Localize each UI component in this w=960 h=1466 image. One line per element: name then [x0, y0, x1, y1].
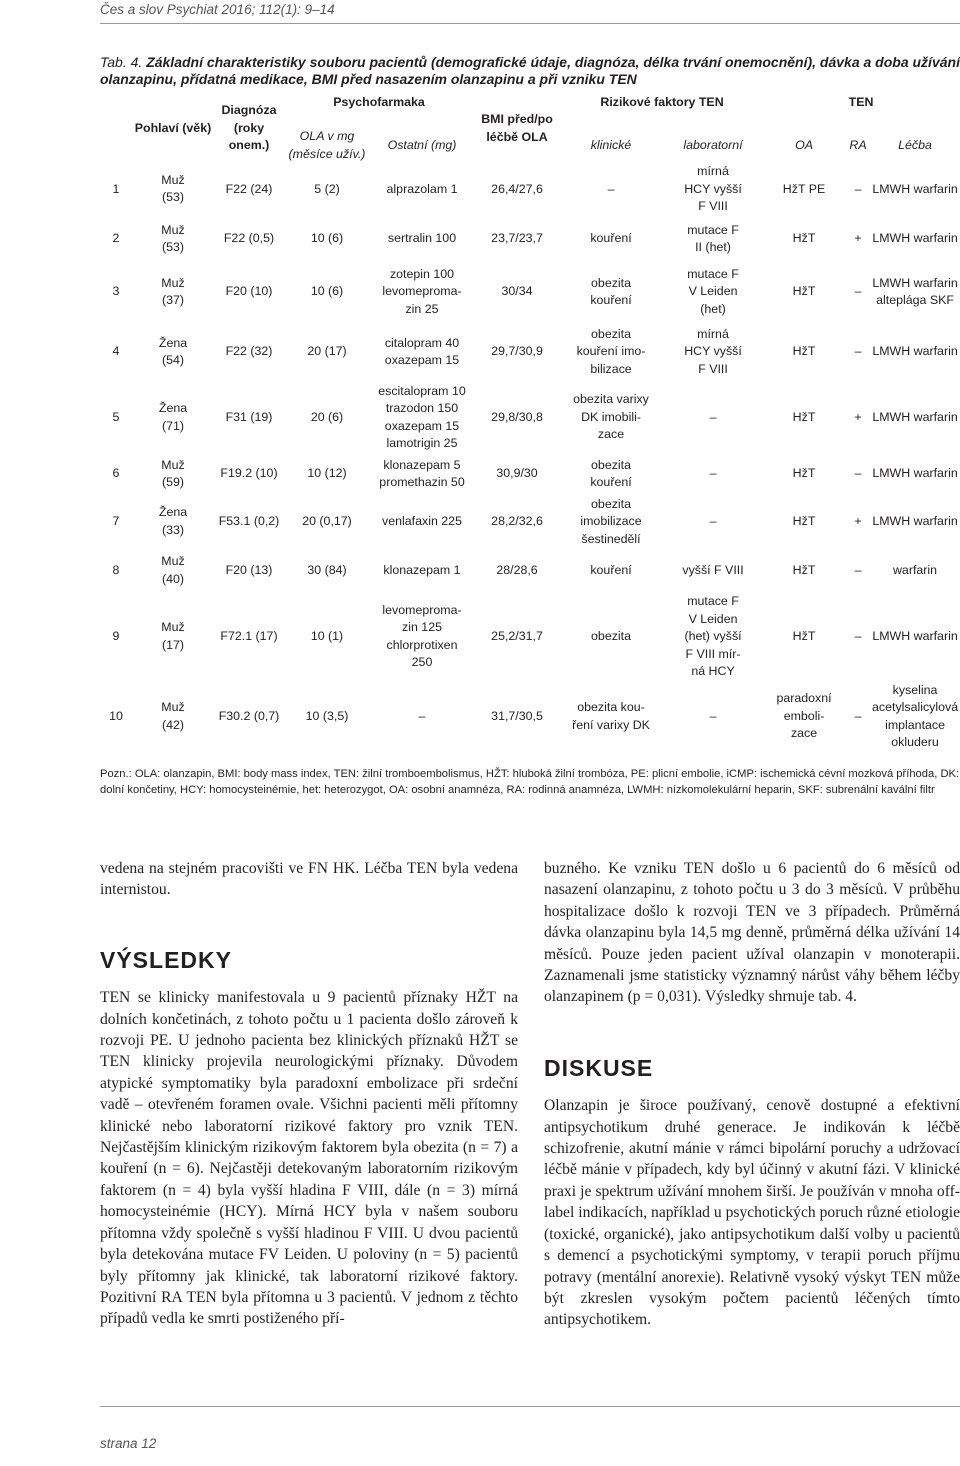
diagnosis-cell: F53.1 (0,2): [218, 514, 280, 528]
ola-cell: 10 (3,5): [305, 708, 349, 723]
ola-cell: 20 (17): [307, 344, 347, 359]
ola-cell: 10 (6): [310, 231, 344, 246]
diagnosis-cell: F19.2 (10): [220, 466, 278, 481]
bmi-cell: 31,7/30,5: [491, 708, 543, 723]
col-ten: TEN: [848, 95, 874, 109]
page-footer: strana 12: [100, 1436, 157, 1451]
treatment-cell: kyselina acetylsalicylová implantace okluderu: [872, 682, 959, 749]
sex-age-cell: Muž (37): [161, 275, 185, 307]
sex-age-cell: Muž (53): [161, 172, 185, 205]
lab-risk-cell: mírná HCY vyšší F VIII: [684, 326, 742, 376]
col-ola: OLA v mg (měsíce užív.): [288, 129, 366, 161]
other-drugs-cell: klonazepam 5 promethazin 50: [379, 457, 465, 489]
ola-cell: 20 (6): [310, 409, 344, 424]
table-row: [100, 216, 958, 262]
other-drugs-cell: –: [418, 708, 426, 723]
table-body: [100, 163, 958, 752]
lab-risk-cell: mutace F V Leiden (het) vyšší F VIII mír- ná HCY: [684, 594, 742, 678]
left-intro-paragraph: vedena na stejném pracovišti ve FN HK. Léčba TEN byla vedena internistou.: [100, 860, 518, 899]
oa-cell: HžT: [792, 344, 816, 359]
ra-cell: –: [854, 562, 862, 577]
table-row: [100, 322, 958, 382]
table-caption: [100, 54, 960, 88]
results-heading: VÝSLEDKY: [100, 946, 232, 973]
col-sex-age: Pohlaví (věk): [134, 120, 212, 135]
clinical-risk-cell: obezita kou- ření varixy DK: [572, 700, 650, 732]
table-title: Základní charakteristiky souboru pacientů (demografické údaje, diagnóza, délka trvání onemocnění), dávka a doba užívání olanzapinu, přídatná medikace, BMI před nasazením olanzapinu a při vzniku TEN: [100, 54, 960, 87]
clinical-risk-cell: kouření: [590, 231, 632, 246]
ra-cell: +: [854, 409, 862, 424]
col-risk-clinical: klinické: [590, 137, 632, 152]
ola-cell: 10 (12): [307, 466, 347, 481]
row-number: 3: [112, 284, 120, 299]
table-row: [100, 262, 958, 322]
col-risk-factors: Rizikové faktory TEN: [600, 95, 724, 109]
lab-risk-cell: –: [709, 514, 717, 528]
treatment-cell: LMWH warfarin: [872, 409, 958, 424]
footer-divider: [100, 1406, 960, 1407]
header-divider: [100, 23, 960, 24]
clinical-risk-cell: obezita varixy DK imobili- zace: [573, 392, 649, 442]
lab-risk-cell: –: [709, 708, 717, 723]
lab-risk-cell: mutace F II (het): [687, 222, 739, 254]
treatment-cell: LMWH warfarin: [872, 629, 958, 643]
ra-cell: –: [854, 284, 862, 299]
ra-cell: +: [854, 231, 862, 246]
bmi-cell: 26,4/27,6: [491, 181, 543, 196]
treatment-cell: LMWH warfarin: [872, 181, 958, 196]
patient-table: [100, 94, 958, 753]
treatment-cell: LMWH warfarin alteplága SKF: [872, 275, 958, 307]
table-row: [100, 549, 958, 593]
ra-cell: –: [854, 344, 862, 359]
left-column: [100, 858, 518, 1330]
table-label: Tab. 4.: [100, 54, 143, 70]
lab-risk-cell: –: [709, 466, 717, 481]
sex-age-cell: Žena (54): [158, 335, 188, 367]
ola-cell: 10 (1): [310, 629, 344, 643]
discussion-heading: DISKUSE: [544, 1054, 654, 1081]
bmi-cell: 28,2/32,6: [491, 514, 543, 528]
running-header: Čes a slov Psychiat 2016; 112(1): 9–14: [100, 2, 335, 17]
oa-cell: HžT PE: [782, 181, 826, 196]
table-row: [100, 382, 958, 453]
oa-cell: HžT: [792, 466, 816, 481]
treatment-cell: LMWH warfarin: [872, 514, 958, 528]
bmi-cell: 23,7/23,7: [491, 231, 543, 246]
clinical-risk-cell: obezita kouření imo- bilizace: [576, 326, 646, 376]
diagnosis-cell: F22 (0,5): [223, 231, 275, 246]
row-number: 5: [112, 409, 120, 424]
clinical-risk-cell: obezita imobilizace šestinedělí: [580, 496, 642, 546]
other-drugs-cell: alprazolam 1: [386, 181, 458, 196]
diagnosis-cell: F31 (19): [225, 409, 273, 424]
table-row: [100, 681, 958, 752]
other-drugs-cell: sertralin 100: [387, 231, 457, 246]
clinical-risk-cell: obezita kouření: [590, 457, 632, 489]
clinical-risk-cell: –: [607, 181, 615, 196]
oa-cell: HžT: [792, 284, 816, 299]
ola-cell: 20 (0,17): [302, 514, 352, 528]
col-risk-lab: laboratorní: [683, 137, 743, 152]
sex-age-cell: Muž (59): [161, 457, 185, 489]
other-drugs-cell: klonazepam 1: [383, 562, 461, 577]
other-drugs-cell: venlafaxin 225: [382, 514, 462, 528]
oa-cell: HžT: [792, 562, 816, 577]
lab-risk-cell: vyšší F VIII: [682, 562, 744, 577]
oa-cell: paradoxní emboli- zace: [776, 691, 832, 741]
row-number: 4: [112, 344, 120, 359]
oa-cell: HžT: [792, 629, 816, 643]
row-number: 6: [112, 466, 120, 481]
sex-age-cell: Muž (17): [161, 620, 185, 652]
ra-cell: +: [854, 514, 862, 528]
row-number: 7: [112, 514, 120, 528]
other-drugs-cell: levomeproma- zin 125 chlorprotixen 250: [382, 602, 462, 670]
ola-cell: 30 (84): [307, 562, 347, 577]
treatment-cell: LMWH warfarin: [872, 466, 958, 481]
oa-cell: HžT: [792, 514, 816, 528]
other-drugs-cell: escitalopram 10 trazodon 150 oxazepam 15 lamotrigin 25: [378, 383, 466, 450]
col-bmi: BMI před/po léčbě OLA: [481, 112, 553, 144]
oa-cell: HžT: [792, 409, 816, 424]
ra-cell: –: [854, 466, 862, 481]
bmi-cell: 29,8/30,8: [491, 409, 543, 424]
sex-age-cell: Muž (42): [161, 700, 185, 732]
row-number: 9: [112, 629, 120, 643]
row-number: 10: [109, 708, 123, 723]
treatment-cell: warfarin: [892, 562, 938, 577]
bmi-cell: 30/34: [501, 284, 533, 299]
ra-cell: –: [854, 708, 862, 723]
col-diagnosis: Diagnóza (roky onem.): [221, 103, 277, 153]
row-number: 8: [112, 562, 120, 577]
diagnosis-cell: F22 (24): [225, 181, 273, 196]
ola-cell: 5 (2): [314, 181, 340, 196]
col-oa: OA: [795, 137, 813, 152]
diagnosis-cell: F22 (32): [225, 344, 273, 359]
right-intro-paragraph: buzného. Ke vzniku TEN došlo u 6 pacientů do 6 měsíců od nasazení olanzapinu, z tohoto počtu u 3 do 3 měsíců. V průběhu hospitalizace došlo k rozvoji TEN ve 3 případech. Průměrná dávka olanzapinu byla 14,5 mg denně, průměrná délka užívání 14 měsíců. Pouze jeden pacient užíval olanzapin v monoterapii. Zaznamenali jsme statisticky významný nárůst váhy během léčby olanzapinem (p = 0,031). Výsledky shrnuje tab. 4.: [544, 860, 960, 1006]
discussion-paragraph: Olanzapin je široce používaný, cenově dostupné a efektivní antipsychotikum druhé generace. Je indikován k léčbě schizofrenie, akutní mánie v rámci bipolární poruchy a udržovací léčbě mánie v případech, kdy byl účinný v akutní fázi. V klinické praxi je spektrum užívání mnohem širší. Je používán v mnoha off-label indikacích, například u psychotických poruch různé etiologie (toxické, organické), jako antipsychotikum další volby u pacientů s demencí a psychotickými symptomy, v terapii poruch příjmu potravy (mentální anorexie). Relativně vysoký výskyt TEN může být zkreslen vysokým počtem pacientů léčených tímto antipsychotikem.: [544, 1097, 960, 1329]
table-row: [100, 163, 958, 216]
col-treatment: Léčba: [898, 137, 932, 152]
diagnosis-cell: F20 (13): [225, 562, 273, 577]
col-ra: RA: [849, 137, 867, 152]
lab-risk-cell: mutace F V Leiden (het): [687, 266, 739, 316]
other-drugs-cell: zotepin 100 levomeproma- zin 25: [382, 266, 462, 316]
table-row: [100, 453, 958, 495]
sex-age-cell: Žena (33): [158, 505, 188, 537]
results-paragraph: TEN se klinicky manifestovala u 9 pacientů příznaky HŽT na dolních končetinách, z tohoto počtu u 1 pacienta došlo zároveň k rozvoji PE. U jednoho pacienta bez klinických příznaků HŽT se TEN klinicky projevila neurologickými příznaky. Důvodem atypické symptomatiky byla paradoxní embolizace při srdeční vadě – otevřeném foramen ovale. Všichni pacienti měli přítomny klinické nebo laboratorní rizikové faktory pro vznik TEN. Nejčastějším klinickým rizikovým faktorem byla obezita (n = 7) a kouření (n = 6). Nejčastěji detekovaným laboratorním rizikovým faktorem (n = 4) byla vyšší hladina F VIII, dále (n = 3) mírná homocysteinémie (HCY). Mírná HCY byla v našem souboru přítomna vždy společně s vyšší hladinou F VIII. U dvou pacientů byla detekována mutace FV Leiden. U poloviny (n = 5) pacientů byly přítomny jak klinické, tak laboratorní rizikové faktory. Pozitivní RA TEN byla přítomna u 3 pacientů. V jednom z těchto případů vedla ke smrti postiženého pří-: [100, 989, 518, 1328]
ra-cell: –: [854, 629, 862, 643]
sex-age-cell: Muž (40): [161, 554, 185, 586]
other-drugs-cell: citalopram 40 oxazepam 15: [384, 335, 460, 367]
lab-risk-cell: –: [709, 409, 717, 424]
diagnosis-cell: F30.2 (0,7): [218, 708, 280, 723]
lab-risk-cell: mírná HCY vyšší F VIII: [684, 164, 742, 213]
diagnosis-cell: F72.1 (17): [220, 629, 278, 643]
row-number: 1: [112, 181, 120, 196]
clinical-risk-cell: kouření: [590, 562, 632, 577]
sex-age-cell: Muž (53): [161, 222, 185, 254]
col-other: Ostatní (mg): [387, 137, 457, 152]
row-number: 2: [112, 231, 120, 246]
treatment-cell: LMWH warfarin: [872, 344, 958, 359]
table-note: Pozn.: OLA: olanzapin, BMI: body mass index, TEN: žilní tromboembolismus, HŽT: hluboká žilní trombóza, PE: plicní embolie, iCMP: ischemická cévní mozková příhoda, DK: dolní končetiny, HCY: homocysteinémie, het: heterozygot, OA: osobní anamnéza, RA: rodinná anamnéza, LWMH: nízkomolekulární heparin, SKF: subrenální kavální filtr: [100, 768, 960, 796]
oa-cell: HžT: [792, 231, 816, 246]
sex-age-cell: Žena (71): [158, 401, 188, 433]
treatment-cell: LMWH warfarin: [872, 231, 958, 246]
table-row: [100, 593, 958, 682]
ra-cell: –: [854, 181, 862, 196]
clinical-risk-cell: obezita: [591, 629, 631, 643]
ola-cell: 10 (6): [310, 284, 344, 299]
clinical-risk-cell: obezita kouření: [590, 275, 632, 307]
bmi-cell: 28/28,6: [496, 562, 538, 577]
col-psychopharmaka: Psychofarmaka: [333, 95, 425, 109]
bmi-cell: 30,9/30: [496, 466, 538, 481]
right-column: [544, 858, 960, 1331]
table-row: [100, 495, 958, 549]
bmi-cell: 25,2/31,7: [491, 629, 543, 643]
bmi-cell: 29,7/30,9: [491, 344, 543, 359]
diagnosis-cell: F20 (10): [225, 284, 273, 299]
